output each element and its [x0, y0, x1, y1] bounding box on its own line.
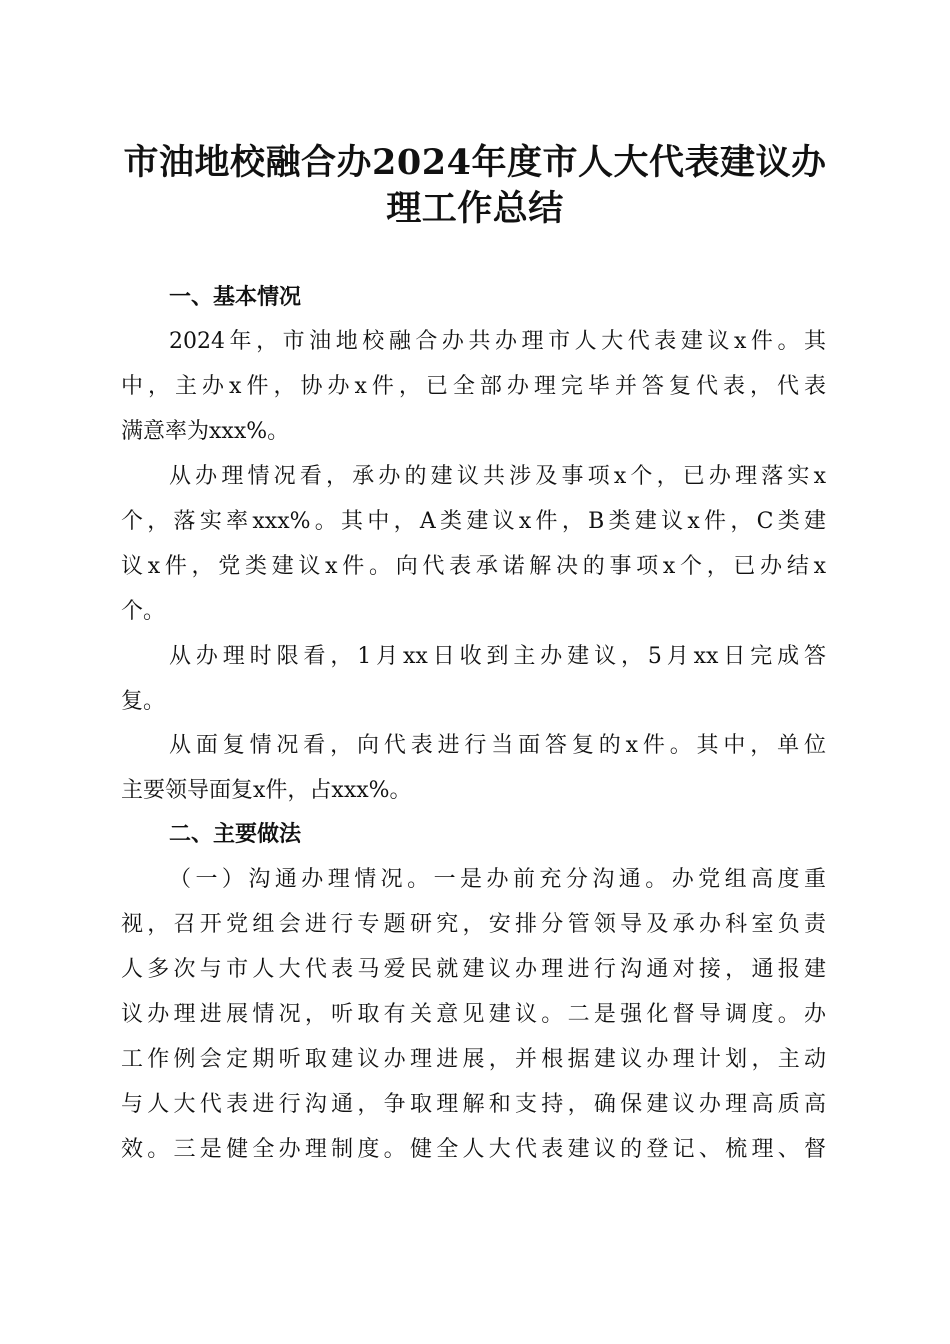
paragraph-line: 议办理进展情况，听取有关意见建议。二是强化督导调度。办	[121, 1002, 826, 1027]
paragraph-line: 主要领导面复x件，占xxx%。	[121, 778, 412, 803]
document-title-line-2: 理工作总结	[386, 188, 564, 229]
paragraph-line: 工作例会定期听取建议办理进展，并根据建议办理计划，主动	[121, 1047, 826, 1072]
paragraph-line: 视，召开党组会进行专题研究，安排分管领导及承办科室负责	[121, 912, 826, 937]
paragraph-line: 从面复情况看，向代表进行当面答复的x件。其中，单位	[169, 733, 826, 758]
paragraph-line: 满意率为xxx%。	[121, 419, 290, 444]
section-heading-main-practices: 二、主要做法	[169, 822, 302, 847]
paragraph-line: 从办理时限看，1月xx日收到主办建议，5月xx日完成答	[169, 644, 826, 669]
paragraph-line: 个。	[121, 599, 166, 624]
paragraph-line: 个，落实率xxx%。其中，A类建议x件，B类建议x件，C类建	[121, 509, 826, 534]
paragraph-line: 议x件，党类建议x件。向代表承诺解决的事项x个，已办结x	[121, 554, 826, 579]
paragraph-line: 效。三是健全办理制度。健全人大代表建议的登记、梳理、督	[121, 1137, 826, 1162]
paragraph-line: 2024年，市油地校融合办共办理市人大代表建议x件。其	[169, 329, 826, 354]
paragraph-line: 从办理情况看，承办的建议共涉及事项x个，已办理落实x	[169, 464, 826, 489]
document-title-line-1: 市油地校融合办2024年度市人大代表建议办	[123, 142, 827, 183]
paragraph-line: （一）沟通办理情况。一是办前充分沟通。办党组高度重	[169, 867, 826, 892]
paragraph-line: 人多次与市人大代表马爱民就建议办理进行沟通对接，通报建	[121, 957, 826, 982]
paragraph-line: 复。	[121, 689, 166, 714]
paragraph-line: 中，主办x件，协办x件，已全部办理完毕并答复代表，代表	[121, 374, 826, 399]
paragraph-line: 与人大代表进行沟通，争取理解和支持，确保建议办理高质高	[121, 1092, 826, 1117]
section-heading-basic-situation: 一、基本情况	[169, 285, 302, 310]
